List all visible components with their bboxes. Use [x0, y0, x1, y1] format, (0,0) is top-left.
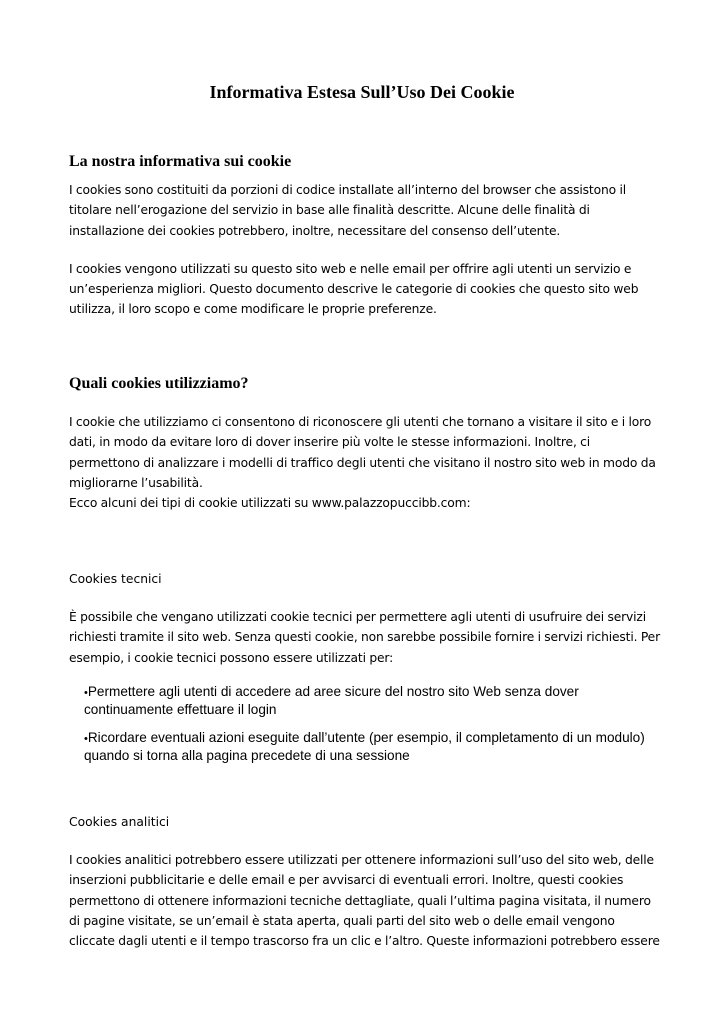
list-item: •Ricordare eventuali azioni eseguite dall’utente (per esempio, il completamento di un modulo) quando si torna alla pagina precedete di una sessione — [84, 730, 645, 763]
which-cookies-paragraph-1: I cookie che utilizziamo ci consentono di riconoscere gli utenti che tornano a visitare il sito e i loro dati, in modo da evitare loro di dover inserire più volte le stesse informazioni. Inoltre, ci permettono di analizzare i modelli di traffico degli utenti che visitano il nostro sito web in modo da migliorarne l’usabilità. — [69, 415, 656, 490]
section-heading-which-cookies: Quali cookies utilizziamo? — [69, 375, 249, 392]
analytics-cookies-paragraph: I cookies analitici potrebbero essere utilizzati per ottenere informazioni sull’uso del sito web, delle inserzioni pubblicitarie e delle email e per avvisarci di eventuali errori. Inoltre, questi cookies permettono di ottenere informazioni tecniche dettagliate, quali l’ultima pagina visitata, il numero di pagine visitate, se un’email è stata aperta, quali parti del sito web o delle email vengono cliccate dagli utenti e il tempo trascorso fra un clic e l’altro. Queste informazioni potrebbero essere — [69, 853, 660, 949]
list-item: •Permettere agli utenti di accedere ad aree sicure del nostro sito Web senza dover continuamente effettuare il login — [84, 684, 579, 717]
which-cookies-paragraph-2: Ecco alcuni dei tipi di cookie utilizzati su www.palazzopuccibb.com: — [69, 496, 471, 511]
technical-cookies-list — [84, 684, 654, 776]
section-heading-cookie-policy: La nostra informativa sui cookie — [69, 153, 292, 170]
technical-cookies-paragraph: È possibile che vengano utilizzati cookie tecnici per permettere agli utenti di usufruire dei servizi richiesti tramite il sito web. Senza questi cookie, non sarebbe possibile fornire i servizi richiesti. Per esempio, i cookie tecnici possono essere utilizzati per: — [69, 610, 660, 665]
subheading-technical-cookies: Cookies tecnici — [69, 572, 162, 586]
cookie-policy-text — [69, 180, 661, 320]
document-title: Informativa Estesa Sull’Uso Dei Cookie — [209, 82, 515, 102]
subheading-analytics-cookies: Cookies analitici — [69, 815, 170, 829]
cookie-policy-paragraph-1: I cookies sono costituiti da porzioni di codice installate all’interno del browser che assistono il titolare nell’erogazione del servizio in base alle finalità descritte. Alcune delle finalità di installazione dei cookies potrebbero, inoltre, necessitare del consenso dell’utente. — [69, 183, 626, 238]
bullet-icon: • — [84, 733, 88, 745]
which-cookies-text — [69, 412, 661, 513]
cookie-policy-paragraph-2: I cookies vengono utilizzati su questo sito web e nelle email per offrire agli utenti un servizio e un’esperienza migliori. Questo documento descrive le categorie di cookies che questo sito web utilizza, il loro scopo e come modificare le proprie preferenze. — [69, 261, 639, 317]
bullet-icon: • — [84, 687, 88, 699]
